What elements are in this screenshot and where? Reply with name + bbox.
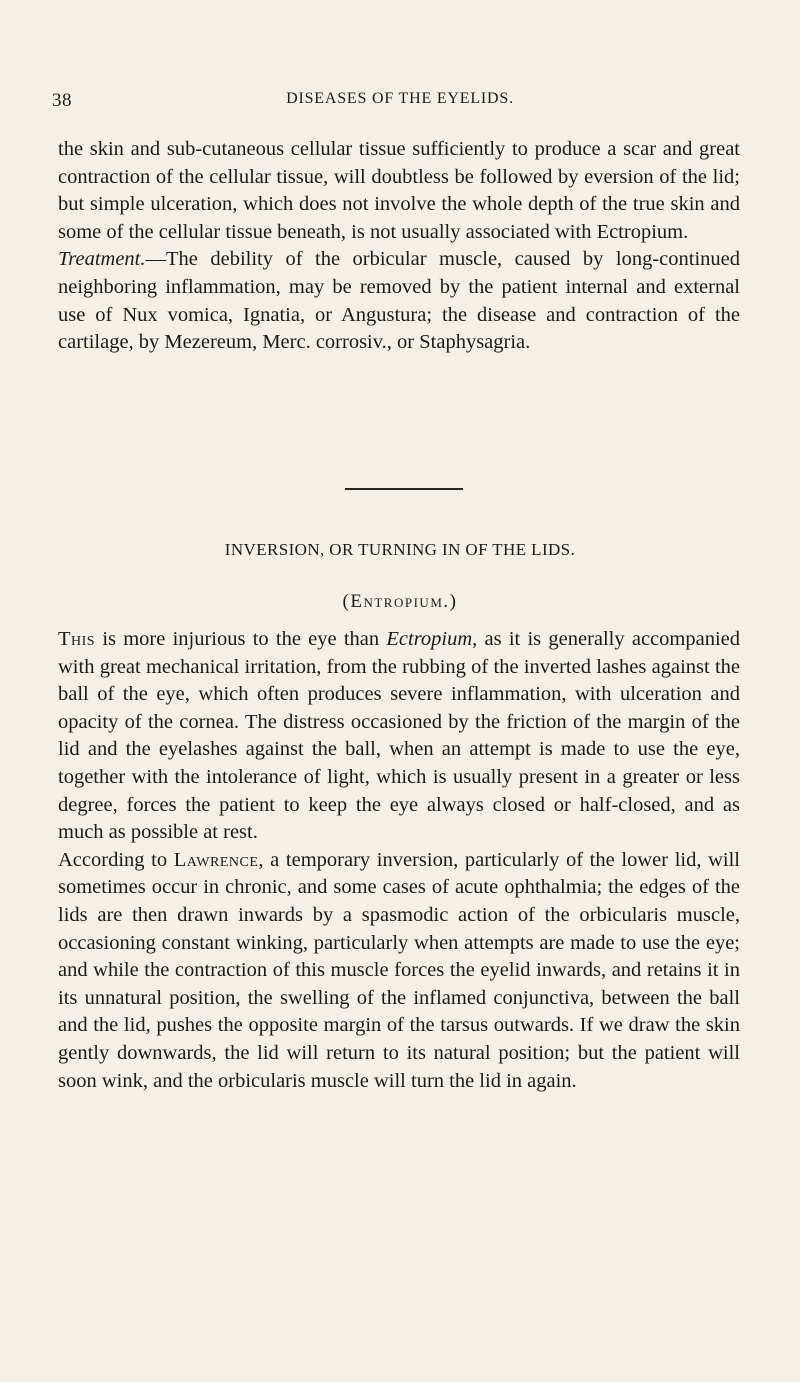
- page-number: 38: [52, 90, 72, 111]
- page-header: [52, 90, 748, 114]
- treatment-dash: —: [145, 248, 167, 271]
- running-head: DISEASES OF THE EYELIDS.: [286, 90, 514, 107]
- section-divider: [345, 488, 463, 490]
- section-title: INVERSION, OR TURNING IN OF THE LIDS.: [224, 540, 576, 559]
- paragraph-lead-word: This: [58, 628, 96, 650]
- treatment-label: Treatment.: [58, 248, 146, 271]
- upper-text-block: [58, 136, 740, 357]
- treatment-text: The debility of the orbicular muscle, caused by long-continued neighboring inflammation, may be removed by the patient internal and external use of Nux vomica, Ignatia, or Angustura; the disease and contraction of the cartilage, by Mezereum, Merc. corrosiv., or Staphysagria.: [58, 248, 740, 354]
- treatment-paragraph: [58, 246, 740, 356]
- entropium-intro-paragraph: [58, 626, 740, 847]
- lower-text-block: [58, 626, 740, 1095]
- italic-term: Ectropium: [386, 628, 473, 650]
- intro-text-rest: , as it is generally accompanied with great mechanical irritation, from the rubbing of the inverted lashes against the ball of the eye, which often produces severe inflammation, with ulceration and opacity of the cornea. The distress occasioned by the friction of the margin of the lid and the eyelashes against the ball, when an attempt is made to use the eye, together with the intolerance of light, which is usually present in a greater or less degree, forces the patient to keep the eye always closed or half-closed, and as much as possible at rest.: [58, 628, 740, 844]
- lawrence-text-start: According to: [58, 848, 174, 871]
- paragraph-continuation: the skin and sub-cutaneous cellular tissue sufficiently to produce a scar and great contraction of the cellular tissue, will doubtless be followed by eversion of the lid; but simple ulceration, which does not involve the whole depth of the true skin and some of the cellular tissue beneath, is not usually associated with Ectropium.: [58, 138, 740, 243]
- lawrence-paragraph: [58, 847, 740, 1095]
- lawrence-text-rest: , a temporary inversion, particularly of the lower lid, will sometimes occur in chronic, and some cases of acute ophthalmia; the edges of the lids are then drawn inwards by a spasmodic action of the orbicularis muscle, occasioning constant winking, particularly when attempts are made to use the eye; and while the contraction of this muscle forces the eyelid inwards, and retains it in its unnatural position, the swelling of the inflamed conjunctiva, between the ball and the lid, pushes the opposite margin of the tarsus outwards. If we draw the skin gently downwards, the lid will return to its natural position; but the patient will soon wink, and the orbicularis muscle will turn the lid in again.: [58, 848, 740, 1092]
- intro-text-start: is more injurious to the eye than: [95, 628, 387, 650]
- author-name: Lawrence: [173, 848, 259, 871]
- section-subtitle: (Entropium.): [342, 591, 458, 612]
